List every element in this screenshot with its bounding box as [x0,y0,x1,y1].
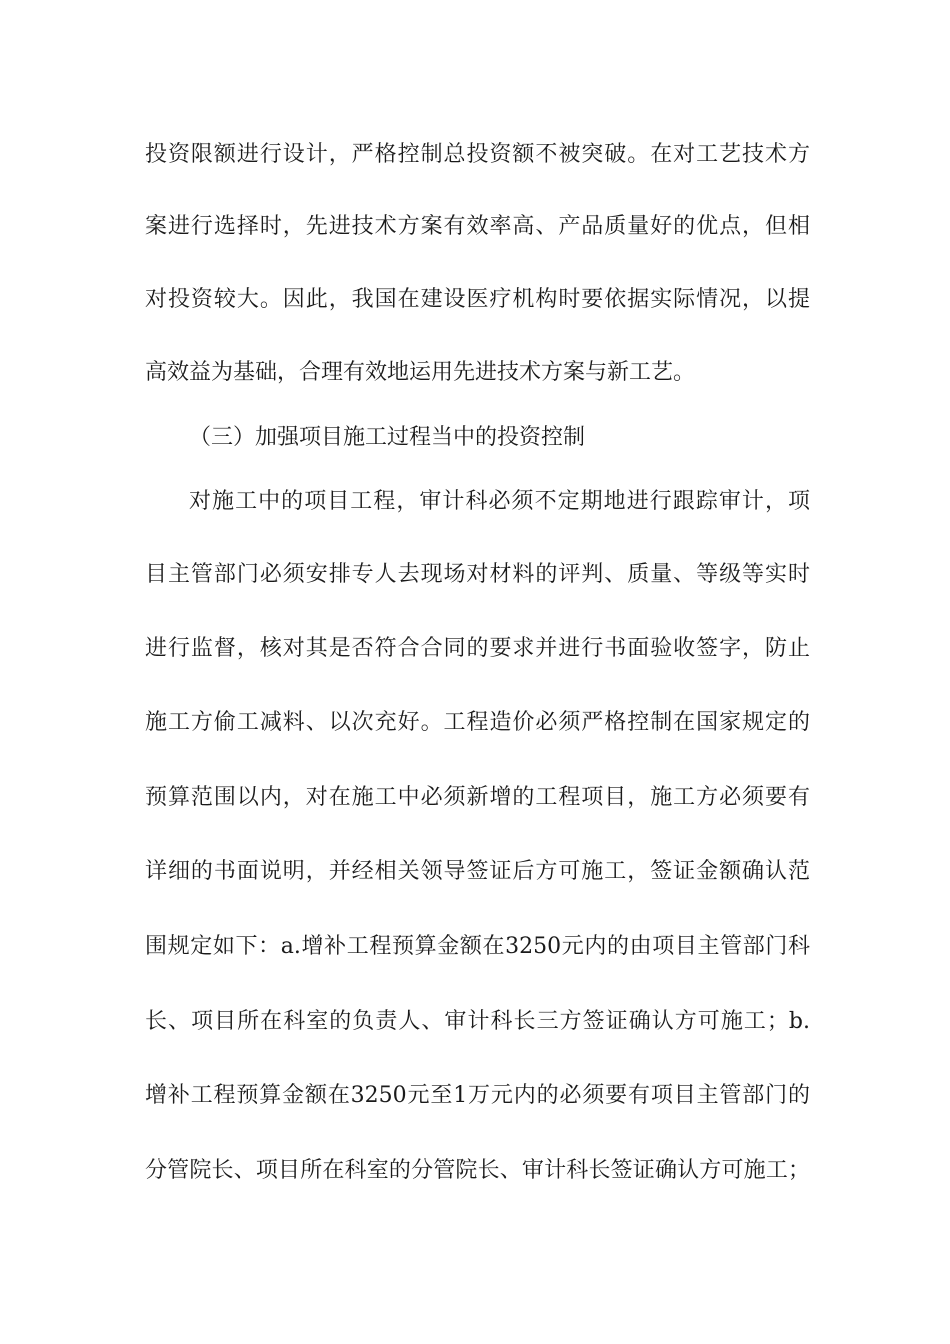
paragraph-line: 分管院长、项目所在科室的分管院长、审计科长签证确认方可施工； [145,1158,810,1183]
paragraph-line: 对施工中的项目工程，审计科必须不定期地进行跟踪审计，项 [189,489,810,514]
paragraph-line: 投资限额进行设计，严格控制总投资额不被突破。在对工艺技术方 [145,142,810,167]
paragraph-line: 目主管部门必须安排专人去现场对材料的评判、质量、等级等实时 [145,562,810,587]
paragraph-line: 进行监督，核对其是否符合合同的要求并进行书面验收签字，防止 [145,636,810,661]
paragraph-line: 围规定如下：a.增补工程预算金额在3250元内的由项目主管部门科 [145,934,810,959]
paragraph-line: 施工方偷工减料、以次充好。工程造价必须严格控制在国家规定的 [145,710,810,735]
paragraph-line: 案进行选择时，先进技术方案有效率高、产品质量好的优点，但相 [145,214,810,239]
paragraph-line: 对投资较大。因此，我国在建设医疗机构时要依据实际情况，以提 [145,287,810,312]
paragraph-line: 高效益为基础，合理有效地运用先进技术方案与新工艺。 [145,360,696,385]
paragraph-line: 预算范围以内，对在施工中必须新增的工程项目，施工方必须要有 [145,785,810,810]
paragraph-line: 增补工程预算金额在3250元至1万元内的必须要有项目主管部门的 [145,1083,810,1108]
paragraph-line: 长、项目所在科室的负责人、审计科长三方签证确认方可施工；b. [145,1009,810,1034]
section-heading: （三）加强项目施工过程当中的投资控制 [189,425,586,450]
paragraph-line: 详细的书面说明，并经相关领导签证后方可施工，签证金额确认范 [145,859,810,884]
